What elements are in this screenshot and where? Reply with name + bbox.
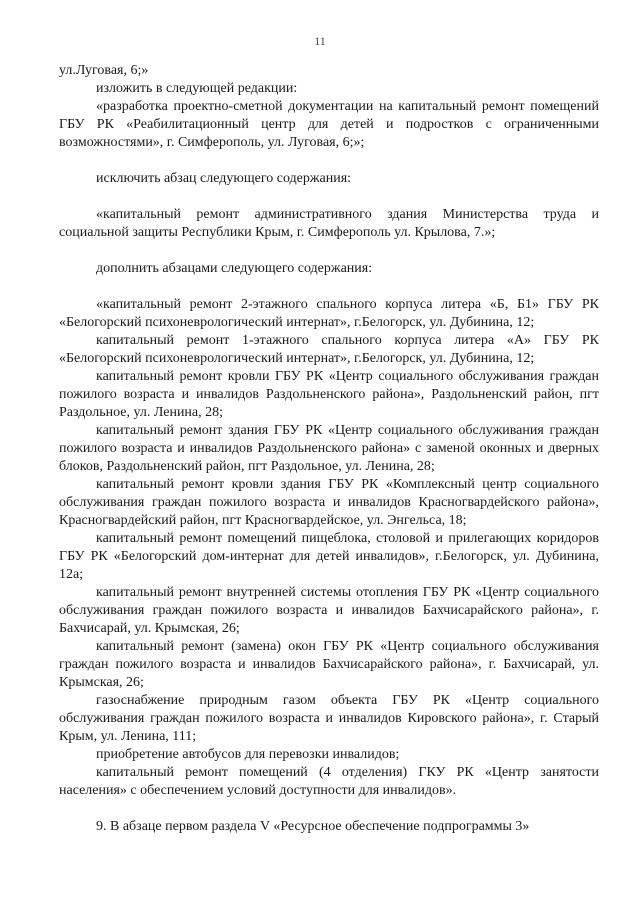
list-item: капитальный ремонт (замена) окон ГБУ РК «Центр социального обслуживания граждан пожилого возраста и инвалидов Бахчисарайского района», г. Бахчисарай, ул. Крымская, 26; bbox=[59, 639, 599, 690]
list-item: капитальный ремонт кровли здания ГБУ РК «Комплексный центр социального обслуживания граждан пожилого возраста и инвалидов Красногвардейского района», Красногвардейский район, пгт Красногвардейское, ул. Энгельса, 18; bbox=[59, 477, 599, 528]
paragraph: ул.Луговая, 6;» bbox=[59, 63, 149, 78]
paragraph: исключить абзац следующего содержания: bbox=[96, 171, 352, 186]
spacer bbox=[59, 800, 599, 818]
spacer bbox=[59, 152, 599, 170]
spacer bbox=[59, 188, 599, 206]
list-item: капитальный ремонт внутренней системы отопления ГБУ РК «Центр социального обслуживания граждан пожилого возраста и инвалидов Бахчисарайского района», г. Бахчисарай, ул. Крымская, 26; bbox=[59, 585, 599, 636]
spacer bbox=[59, 278, 599, 296]
paragraph: «капитальный ремонт административного здания Министерства труда и социальной защиты Республики Крым, г. Симферополь ул. Крылова, 7.»; bbox=[59, 207, 599, 240]
list-item: капитальный ремонт 1-этажного спального корпуса литера «А» ГБУ РК «Белогорский психоневрологический интернат», г.Белогорск, ул. Дубинина, 12; bbox=[59, 333, 599, 366]
section-heading: 9. В абзаце первом раздела V «Ресурсное обеспечение подпрограммы 3» bbox=[96, 819, 530, 834]
page-number: 11 bbox=[314, 34, 326, 48]
paragraph: «разработка проектно-сметной документации на капитальный ремонт помещений ГБУ РК «Реабилитационный центр для детей и подростков с ограниченными возможностями», г. Симферополь, ул. Луговая, 6;»; bbox=[59, 99, 599, 150]
list-item: газоснабжение природным газом объекта ГБУ РК «Центр социального обслуживания граждан пожилого возраста и инвалидов Кировского района», г. Старый Крым, ул. Ленина, 111; bbox=[59, 693, 599, 744]
paragraph: дополнить абзацами следующего содержания: bbox=[96, 261, 373, 276]
document-body bbox=[59, 62, 599, 836]
list-item: «капитальный ремонт 2-этажного спального корпуса литера «Б, Б1» ГБУ РК «Белогорский психоневрологический интернат», г.Белогорск, ул. Дубинина, 12; bbox=[59, 297, 599, 330]
paragraph: изложить в следующей редакции: bbox=[96, 81, 298, 96]
list-item: капитальный ремонт помещений пищеблока, столовой и прилегающих коридоров ГБУ РК «Белогорский дом-интернат для детей инвалидов», г.Белогорск, ул. Дубинина, 12а; bbox=[59, 531, 599, 582]
list-item: капитальный ремонт кровли ГБУ РК «Центр социального обслуживания граждан пожилого возраста и инвалидов Раздольненского района», Раздольненский район, пгт Раздольное, ул. Ленина, 28; bbox=[59, 369, 599, 420]
list-item: приобретение автобусов для перевозки инвалидов; bbox=[96, 747, 400, 762]
list-item: капитальный ремонт здания ГБУ РК «Центр социального обслуживания граждан пожилого возраста и инвалидов Раздольненского района» с заменой оконных и дверных блоков, Раздольненский район, пгт Раздольное, ул. Ленина, 28; bbox=[59, 423, 599, 474]
list-item: капитальный ремонт помещений (4 отделения) ГКУ РК «Центр занятости населения» с обеспечением условий доступности для инвалидов». bbox=[59, 765, 599, 798]
spacer bbox=[59, 242, 599, 260]
